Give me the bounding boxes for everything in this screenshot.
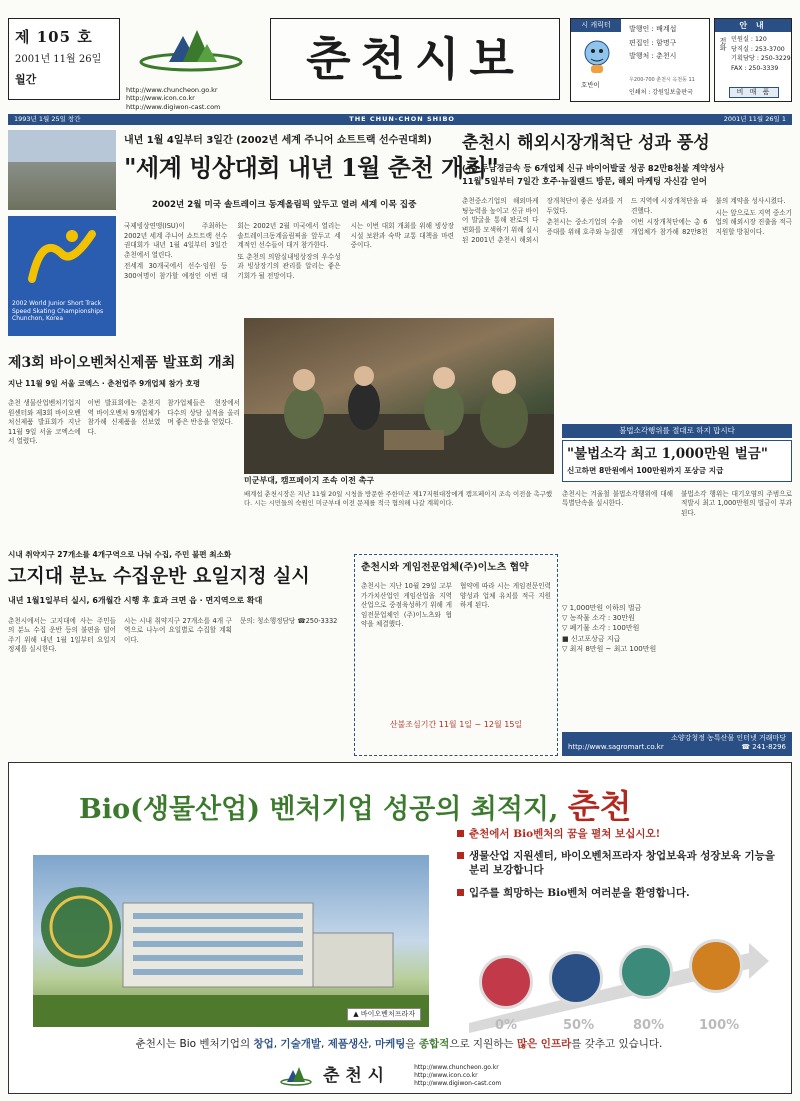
ad-city-name: 춘 천 시 <box>323 1065 385 1086</box>
article-waste <box>8 550 348 760</box>
tagline-part: 제품생산 <box>327 1038 369 1050</box>
ad-footer-urls <box>414 1064 501 1087</box>
issue-frequency: 월간 <box>15 72 37 86</box>
article4-headline: 고지대 분뇨 수집운반 요일지정 실시 <box>8 565 310 588</box>
paragraph: 참가업체들은 현장에서 다수의 상담 실적을 올리며 좋은 반응을 얻었다. <box>167 399 240 427</box>
article4-kicker: 시내 취약지구 27개소를 4개구역으로 나눠 수집, 주민 불편 최소화 <box>8 550 232 559</box>
tagline-part: 기술개발 <box>280 1038 321 1050</box>
ad-headline-text: Bio(생물산업) 벤처기업 성공의 최적지, <box>79 794 568 825</box>
ad-headline <box>79 785 632 830</box>
stage-circle <box>619 945 673 999</box>
article-skating <box>8 130 499 340</box>
masthead-urls <box>126 86 220 111</box>
phone-line: 당직실 : 253-3700 <box>731 45 785 53</box>
article-burning <box>562 424 792 730</box>
ad-bullets <box>457 827 777 900</box>
address-line: 우200-700 춘천시 옥천동 11 <box>629 77 695 83</box>
percent-label: 50% <box>563 1018 595 1033</box>
list-item: ▽ 폐기물 소각 : 100만원 <box>562 624 640 633</box>
market-url[interactable]: http://www.sagromart.co.kr <box>568 743 664 752</box>
issue-date: 2001년 11월 26일 <box>15 54 102 66</box>
paragraph: 문의: 청소행정담당 ☎250-3332 <box>240 616 338 625</box>
paragraph: 이번 발표회에는 춘천지역 바이오벤처 9개업체가 참가해 신제품을 선보였다. <box>87 399 161 436</box>
article4-sub: 내년 1월1일부터 실시, 6개월간 시행 후 효과 크면 읍 · 면지역으로 확대 <box>8 595 263 605</box>
phone-line: FAX : 250-3339 <box>731 64 779 72</box>
bio-advertisement <box>8 762 792 1094</box>
ad-bullet <box>457 827 777 841</box>
fine-list <box>562 604 792 655</box>
stage-circle <box>479 955 533 1009</box>
article1-headline: "세계 빙상대회 내년 1월 춘천 개최" <box>124 153 499 182</box>
article2-headline: 춘천시 해외시장개척단 성과 풍성 <box>462 133 710 153</box>
city-logo-icon <box>279 1064 313 1088</box>
ribbon-date: 2001년 11월 26일 1 <box>723 115 786 124</box>
phone-line: 기획담당 : 250-3229 <box>731 55 791 63</box>
market-phone: ☎ 241-8296 <box>741 743 786 752</box>
paragraph: 춘천시는 겨울철 불법소각행위에 대해 특별단속을 실시한다. <box>562 489 673 508</box>
article2-sub2: 11월 5일부터 7일간 호주·뉴질랜드 방문, 해외 마케팅 자신감 얻어 <box>462 176 707 187</box>
venue-photo <box>8 130 116 210</box>
paragraph: 시는 앞으로도 지역 중소기업의 해외시장 진출을 적극 지원할 방침이다. <box>715 208 792 236</box>
article5-body <box>361 582 551 708</box>
article5-headline: 춘천시와 게임전문업체(주)이노츠 협약 <box>361 562 529 573</box>
article4-body <box>8 617 348 757</box>
masthead <box>8 8 792 112</box>
military-photo <box>244 318 554 474</box>
ad-bullet-text: 입주를 희망하는 Bio벤처 여러분을 환영합니다. <box>469 886 690 899</box>
market-footer <box>562 732 792 756</box>
paragraph: 춘천 생물산업벤처기업지원센터와 제3회 바이오벤처신제품 발표회가 지난 11월 9일 서울 코엑스에서 열렸다. <box>8 399 81 446</box>
tagline-part: 으로 지원하는 <box>449 1038 517 1050</box>
url-line[interactable]: http://www.chuncheon.go.kr <box>126 86 218 94</box>
city-logo-box <box>126 14 256 111</box>
paragraph: 국제빙상연맹(ISU)이 주최하는 2002년 세계 주니어 쇼트트랙 선수권대회가 내년 1월 4일부터 3일간 춘천에서 열린다. <box>124 222 228 259</box>
list-item: ▽ 최저 8만원 ~ 최고 100만원 <box>562 645 657 654</box>
article1-kicker: 내년 1월 4일부터 3일간 (2002년 세계 주니어 쇼트트랙 선수권대회) <box>124 135 432 146</box>
bullet-icon <box>457 830 464 837</box>
percent-label: 0% <box>495 1018 518 1033</box>
url-line[interactable]: http://www.chuncheon.go.kr <box>414 1064 499 1072</box>
mascot-name: 호반이 <box>581 81 600 89</box>
tagline-part: 을 <box>405 1038 419 1050</box>
paragraph: 춘천중소기업의 해외마케팅능력을 높이고 신규 바이어 발굴을 통해 판로의 다변화를 모색하기 위해 실시된 2001년 춘천시 해외시장개척단이 좋은 성과를 거두었다. <box>462 197 623 244</box>
bullet-icon <box>457 852 464 859</box>
character-label: 시 캐릭터 <box>571 19 621 32</box>
photo-caption-text: 배계섭 춘천시장은 지난 11월 20일 시청을 방문한 주한미군 제17지원대장에게 캠프페이지 조속 이전을 촉구했다. 시는 시민들의 숙원인 미군부대 이전 문제를 적극 협의해 나갈 계획이다. <box>244 489 553 508</box>
article-game <box>354 554 558 756</box>
editor-line: 편집인 : 함명구 <box>629 38 677 47</box>
guide-title: 안 내 <box>715 19 791 32</box>
list-item: ▽ 농작물 소각 : 30만원 <box>562 614 635 623</box>
english-title: THE CHUN-CHON SHIBO <box>349 115 455 124</box>
newspaper-title: 춘천시보 <box>306 31 524 86</box>
article1-subhead: 2002년 2월 미국 솔트레이크 동계올림픽 앞두고 열려 세계 이목 집중 <box>152 200 417 210</box>
article3-headline: 제3회 바이오벤처신제품 발표회 개최 <box>8 355 236 371</box>
phone-label: 전화 <box>719 37 727 51</box>
article3-body <box>8 399 240 539</box>
paragraph: 춘천시는 중소기업의 수출증대를 위해 호주와 뉴질랜드 지역에 시장개척단을 파견했다. <box>546 197 708 236</box>
ad-bullet <box>457 849 777 877</box>
tagline-part: 종합적 <box>418 1038 450 1050</box>
tagline-part: 마케팅 <box>374 1038 406 1050</box>
guide-phones <box>731 35 791 73</box>
fire-campaign: 산불조심기간 11월 1일 ~ 12월 15일 <box>389 720 523 730</box>
ad-footer <box>279 1061 501 1091</box>
article6-sub: 신고하면 8만원에서 100만원까지 포상금 지급 <box>567 466 724 476</box>
bullet-icon <box>457 889 464 896</box>
paragraph: 또 춘천의 의암실내빙상장의 우수성과 빙상장기의 관리를 알리는 좋은 기회가 될 전망이다. <box>237 252 341 280</box>
paragraph: 시는 시내 취약지구 27개소를 4개 구역으로 나누어 요일별로 수집할 계획이다. <box>124 616 232 644</box>
printer-line: 인쇄처 : 강원일보출판국 <box>629 89 693 96</box>
meeting-scene-icon <box>244 318 554 474</box>
event-logo <box>8 216 116 336</box>
article2-sub1: (주) 두남경금속 등 6개업체 신규 바이어발굴 성공 82만8천불 계약성사 <box>462 162 725 173</box>
skater-icon <box>22 224 102 294</box>
url-line[interactable]: http://www.digiwon-cast.com <box>414 1079 502 1087</box>
ad-bullet-text: 춘천에서 Bio벤처의 꿈을 펼쳐 보십시오! <box>469 828 661 840</box>
url-line[interactable]: http://www.digiwon-cast.com <box>126 102 221 111</box>
ad-headline-city: 춘천 <box>567 787 632 826</box>
article-biovent <box>8 354 240 544</box>
photo-caption-title: 미군부대, 캠프페이지 조속 이전 촉구 <box>244 476 375 485</box>
tagline-part: , <box>368 1038 375 1050</box>
article6-body <box>562 490 792 600</box>
city-logo-icon <box>131 24 251 78</box>
article3-sub: 지난 11월 9일 서울 코엑스 · 춘천업주 9개업체 참가 호평 <box>8 378 201 388</box>
issue-number: 제 105 호 <box>15 28 93 46</box>
paragraph: 춘천시에서는 고지대에 사는 주민들의 분뇨 수집 운반 등의 불편을 덜어주기 위해 내년 1월 1일부터 요일지정제를 실시한다. <box>8 616 116 654</box>
url-line[interactable]: http://www.icon.co.kr <box>414 1072 478 1080</box>
title-box <box>270 18 560 100</box>
tagline-part: , <box>321 1038 328 1050</box>
ad-bullet <box>457 886 777 900</box>
header-ribbon <box>8 114 792 125</box>
phone-line: 민원실 : 120 <box>731 36 767 43</box>
percent-label: 100% <box>699 1018 740 1033</box>
office-line: 발행처 : 춘천시 <box>629 52 677 61</box>
tagline-part: 를 갖추고 있습니다. <box>571 1038 663 1050</box>
stage-circle <box>689 939 743 993</box>
article6-headline: "불법소각 최고 1,000만원 벌금" <box>567 446 768 463</box>
percent-label: 80% <box>633 1018 665 1033</box>
founded-date: 1993년 1월 25일 창간 <box>14 115 81 124</box>
ad-tagline <box>9 1037 789 1051</box>
ad-bullet-text: 생물산업 지원센터, 바이오벤처프라자 창업보육과 성장보육 기능을 분리 보강합니다 <box>469 850 775 877</box>
building-icon <box>33 855 429 1027</box>
issue-box <box>8 18 120 100</box>
stage-circle <box>549 951 603 1005</box>
growth-graphic <box>469 923 769 1033</box>
tagline-part: 춘천시는 Bio 벤처기업의 <box>135 1038 254 1050</box>
paragraph: 춘천시는 지난 10월 29일 고부가가치산업인 게임산업을 지역산업으로 중점육성하기 위해 게임전문업체인 (주)이노츠와 협약을 체결했다. <box>361 582 452 629</box>
list-item: ▽ 1,000만원 이하의 벌금 <box>562 603 642 612</box>
list-item: ■ 신고포상금 지급 <box>562 634 621 643</box>
market-footer-title: 소양강청정 농특산물 인터넷 거래마당 <box>671 734 786 742</box>
paragraph: 협약에 따라 시는 게임전문인력 양성과 업체 유치를 적극 지원하게 된다. <box>460 582 551 610</box>
tagline-part: 창업 <box>253 1038 274 1050</box>
paragraph: 시는 이번 대회 개최를 위해 빙상장 시설 보완과 숙박 교통 대책을 마련 중이다. <box>350 222 454 250</box>
bio-photo <box>33 855 429 1027</box>
tagline-part: 많은 인프라 <box>516 1038 572 1050</box>
paragraph: 전세계 30개국에서 선수·임원 등 300여명이 참가할 예정인 이번 대회는 2002년 2월 미국에서 열리는 솔트레이크동계올림픽을 앞두고 세계적인 선수들이 대거 참가한다. <box>124 222 341 280</box>
tagline-part: , <box>273 1038 281 1050</box>
burning-banner: 불법소각행위를 절대로 하지 맙시다 <box>562 424 792 438</box>
building-caption: ▲ 바이오벤처프라자 <box>347 1008 421 1021</box>
photo-caption <box>244 476 554 508</box>
paragraph: 이번 시장개척단에는 총 6개업체가 참가해 82만8천불의 계약을 성사시켰다. <box>631 197 786 236</box>
publisher-box <box>570 18 710 102</box>
mascot-icon <box>577 35 617 75</box>
url-line[interactable]: http://www.icon.co.kr <box>126 94 195 103</box>
event-logo-caption: 2002 World Junior Short Track Speed Skating Championships Chunchon, Korea <box>12 300 104 322</box>
publisher-line: 발행인 : 배계섭 <box>629 25 677 33</box>
paragraph: 불법소각 행위는 대기오염의 주범으로 적발시 최고 1,000만원의 벌금이 부과된다. <box>681 489 792 517</box>
price-label: 비 매 품 <box>729 87 779 98</box>
guide-box <box>714 18 792 102</box>
